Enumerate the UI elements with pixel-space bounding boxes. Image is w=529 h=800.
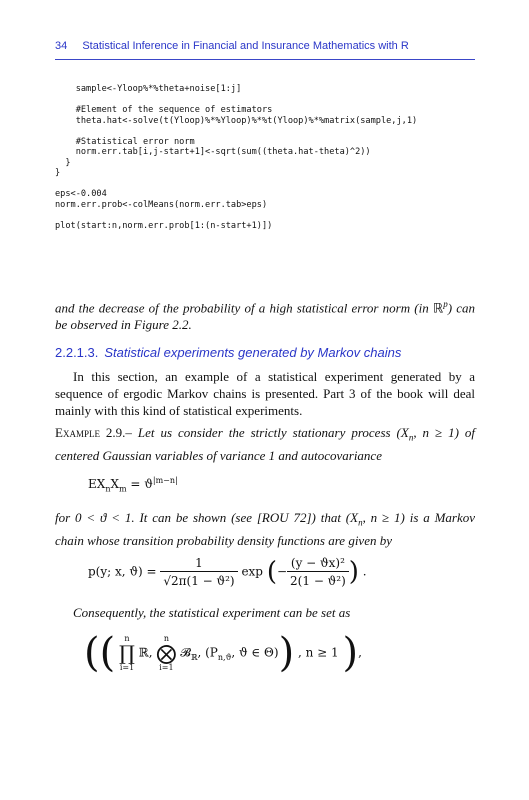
normalizing-fraction [160,556,237,588]
exponent-denominator: 2(1 − ϑ²) [287,571,349,588]
sub-m: m [119,484,127,494]
product-lower-limit: i=1 [119,663,135,672]
code-line: } [55,168,61,178]
process-index-2: , n ≥ 1) [362,510,405,525]
process-subscript: n [408,432,414,443]
process-symbol-2: (X [345,510,359,525]
process-subscript-2: n [358,517,363,528]
fraction-numerator: 1 [195,556,203,570]
r-code-listing [55,84,485,231]
process-symbol: (X [396,425,409,440]
example-text-b: of centered Gaussian variables of variance 1 and autocovariance [55,425,475,463]
code-line: eps<-0.004 [55,189,107,199]
code-line: norm.err.tab[i,j-start+1]<-sqrt(sum((theta.hat-theta)^2)) [55,147,371,157]
example-dash: – [125,425,132,440]
para3-text-a: for 0 < ϑ < 1. It can be shown (see [ROU 72]) that [55,510,346,525]
paragraph-intro-markov: In this section, an example of a statistical experiment generated by a sequence of ergodic Markov chains is presented. Part 3 of the book will deal mainly with this kind of statistical experiments. [55,369,475,418]
code-line: sample<-Yloop%*%theta+noise[1:j] [55,84,242,94]
sub-n: n [105,484,111,494]
product-operator [119,634,135,672]
inner-right-paren: ) [278,630,295,676]
abs-exponent: |m−n| [152,476,178,485]
subsection-number: 2.2.1.3. [55,345,99,360]
exponent-numerator: (y − ϑx)² [290,556,345,570]
code-line: plot(start:n,norm.err.prob[1:(n-start+1)]) [55,220,273,231]
example-label: Example 2.9. [55,425,126,440]
right-paren: ) [348,557,359,587]
family-subscript: n,ϑ [217,652,232,662]
left-paren: ( [266,557,277,587]
real-numbers-symbol: ℝ [432,300,444,316]
sequence-index: , n ≥ 1 [298,645,339,660]
header-rule [55,59,475,60]
inner-left-paren: ( [99,630,116,676]
process-index: , n ≥ 1) [413,425,459,440]
exponent-fraction [287,556,349,588]
outer-right-paren: ) [342,630,359,676]
code-line: #Statistical error norm [55,136,195,147]
outer-left-paren: ( [84,630,100,676]
otimes-symbol: ⨂ [156,641,177,665]
x-m: X [110,477,120,491]
dimension-superscript: p [443,299,448,309]
para1-text-a: and the decrease of the probability of a high statistical error norm (in [55,300,433,316]
example-text-a: Let us consider the strictly stationary process [131,425,397,440]
para3-text-b: is a Markov chain whose transition probability density functions are given by [55,510,476,548]
parameter-set: , ϑ ∈ Θ) [231,645,279,660]
paragraph-markov-chain [55,509,475,549]
equals-theta: = ϑ [126,477,153,491]
density-lhs: p(y; x, ϑ) = [88,564,157,579]
minus-sign: − [276,564,288,579]
code-line: #Element of the sequence of estimators [55,105,273,115]
code-line: norm.err.prob<-colMeans(norm.err.tab>eps) [55,199,268,210]
probability-family: , (P [197,645,218,660]
otimes-upper-limit: n [163,634,169,643]
subsection-title: Statistical experiments generated by Markov chains [104,345,402,360]
book-title: Statistical Inference in Financial and Insurance Mathematics with R [82,40,409,52]
product-symbol: ∏ [119,641,135,665]
product-upper-limit: n [124,634,130,643]
transition-density-equation [88,556,367,588]
page-number: 34 [55,40,68,52]
code-line: theta.hat<-solve(t(Yloop)%*%Yloop)%*%t(Yloop)%*%matrix(sample,j,1) [55,115,418,126]
example-paragraph [55,424,475,464]
code-line: } [55,157,71,168]
fraction-denominator: √2π(1 − ϑ²) [160,571,237,588]
autocovariance-equation [88,476,178,493]
borel-sigma-algebra: 𝓑 [180,645,191,660]
running-header [55,40,475,52]
para1-text-b: ) can be observed in Figure 2.2. [55,300,475,333]
equation-comma: , [358,645,362,660]
paragraph-consequently: Consequently, the statistical experiment can be set as [73,605,351,620]
otimes-lower-limit: i=1 [159,663,174,672]
exp-operator: exp [241,564,263,579]
subsection-heading [55,345,475,360]
real-line-space: ℝ, [138,645,153,660]
expectation-x: EX [88,477,106,491]
paragraph-figure-reference [55,296,475,333]
equation-period: . [362,564,367,579]
experiment-equation [84,630,362,676]
tensor-product-operator [156,634,176,672]
borel-subscript: ℝ [190,652,198,662]
